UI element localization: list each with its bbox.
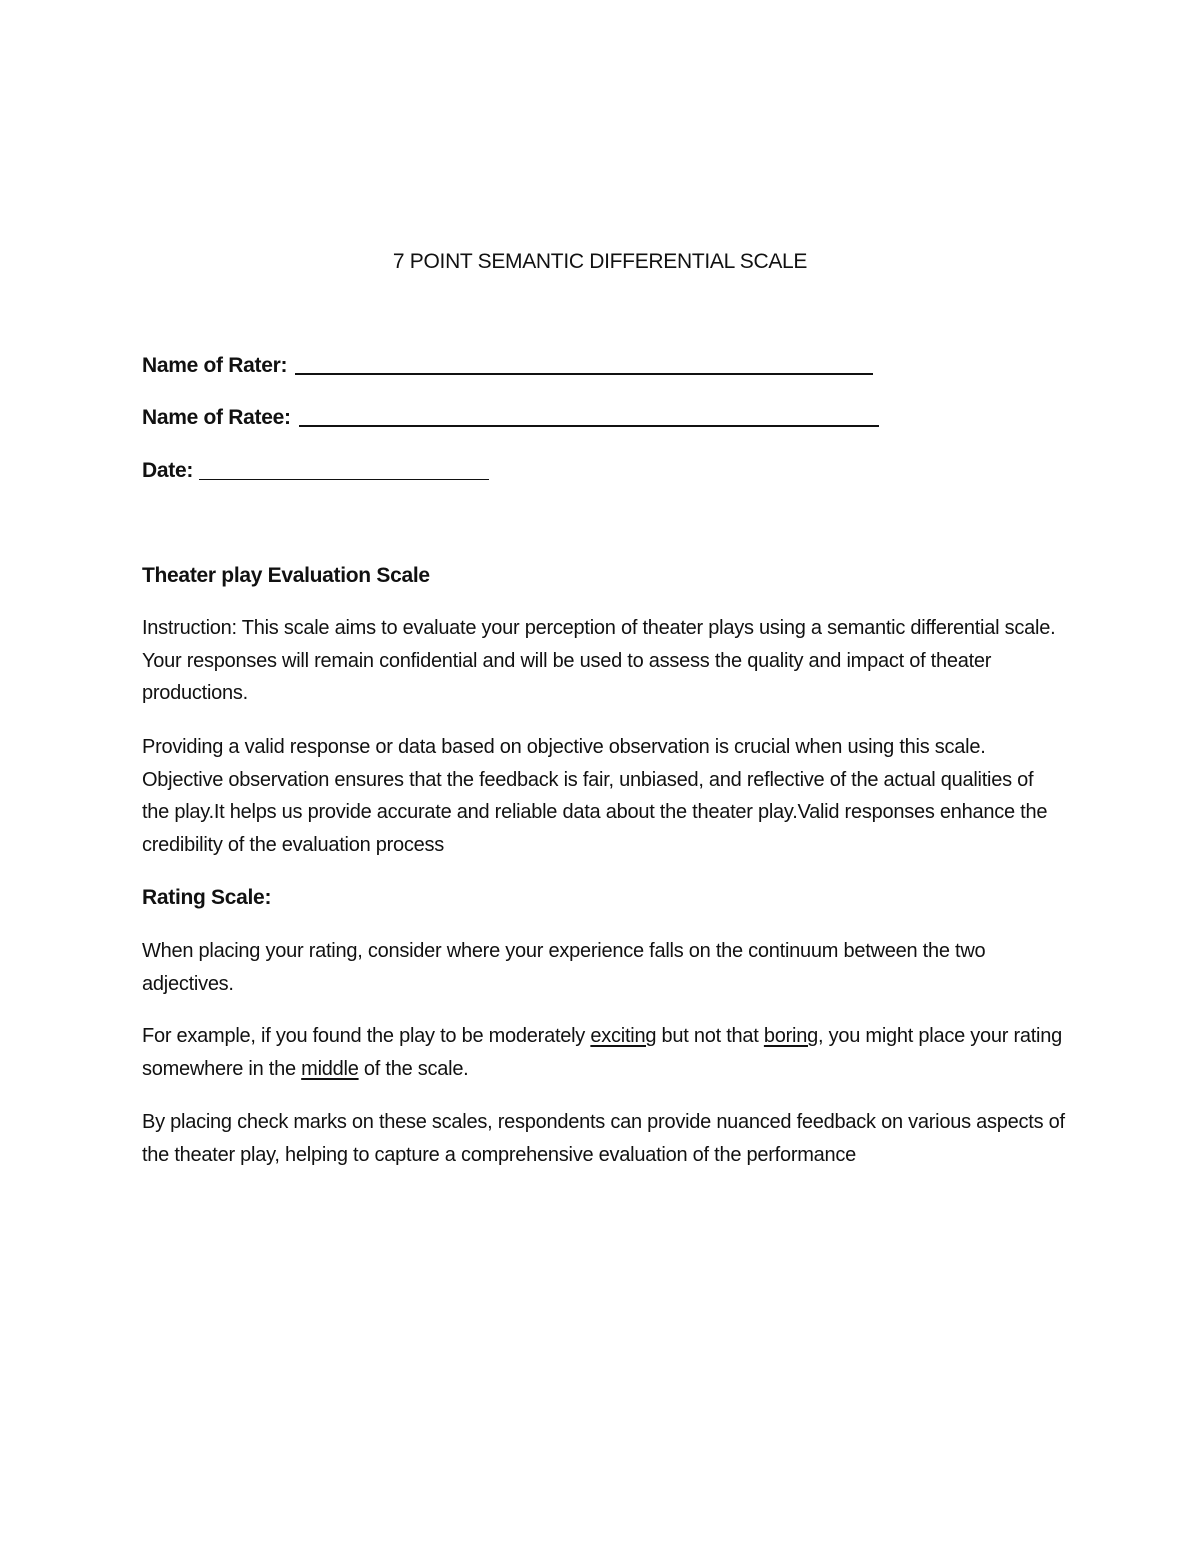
ratee-name-blank[interactable] [299, 425, 879, 427]
rater-name-field[interactable] [142, 352, 873, 380]
ratee-name-field[interactable] [142, 404, 879, 432]
example-text-4: of the scale. [358, 1057, 469, 1080]
example-word-exciting: exciting [590, 1025, 657, 1047]
validity-paragraph: Providing a valid response or data based on objective observation is crucial when using this scale. Objective observation ensures that the feedback is fair, unbiased, and reflective of the actual qualities of the play.It helps us provide accurate and reliable data about the theater play.Valid responses enhance the credibility of the evaluation process [142, 736, 1048, 856]
date-label: Date: [142, 459, 194, 482]
date-blank[interactable] [199, 479, 489, 480]
rating-scale-heading: Rating Scale: [142, 886, 272, 909]
rating-intro-paragraph: When placing your rating, consider where your experience falls on the continuum between the two adjectives. [142, 940, 986, 995]
date-field[interactable] [142, 457, 489, 485]
example-word-boring: boring [763, 1025, 818, 1047]
example-text-1: For example, if you found the play to be moderately [142, 1025, 591, 1047]
evaluation-scale-heading: Theater play Evaluation Scale [142, 564, 430, 587]
rater-name-blank[interactable] [295, 373, 873, 375]
document-title: 7 POINT SEMANTIC DIFFERENTIAL SCALE [392, 250, 808, 273]
ratee-name-label: Name of Ratee: [142, 406, 291, 429]
example-text-2: but not that [656, 1025, 764, 1047]
instruction-paragraph: Instruction: This scale aims to evaluate your perception of theater plays using a semantic differential scale. Your responses will remain confidential and will be used to assess the quality and impact of theater productions. [142, 617, 1056, 704]
example-text-3: , you might place your rating somewhere in the [142, 1025, 1062, 1080]
rater-name-label: Name of Rater: [142, 354, 288, 377]
closing-paragraph: By placing check marks on these scales, respondents can provide nuanced feedback on various aspects of the theater play, helping to capture a comprehensive evaluation of the performance [142, 1111, 1065, 1166]
example-paragraph [142, 1020, 1062, 1085]
example-word-middle: middle [301, 1057, 359, 1080]
